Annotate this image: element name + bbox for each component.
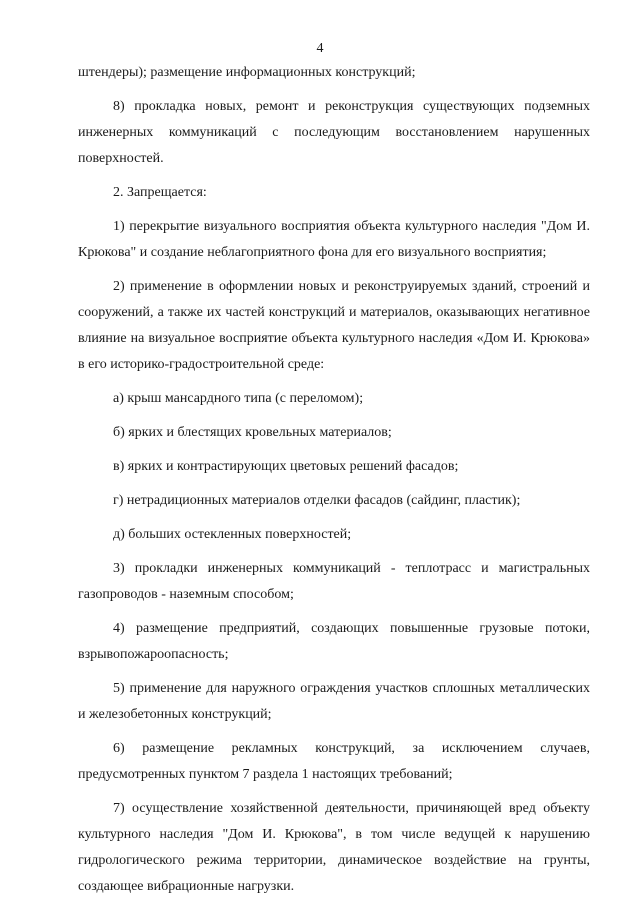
subitem-d: д) больших остекленных поверхностей; xyxy=(113,527,352,542)
paragraph-item-2: 2) применение в оформлении новых и реконструируемых зданий, строений и сооружений, а также их частей конструкций и материалов, оказывающих негативное влияние на визуальное восприятие объекта культурного наследия «Дом И. Крюкова» в его историко-градостроительной среде: xyxy=(78,279,590,372)
document-body xyxy=(78,60,590,908)
section-heading-prohibited: 2. Запрещается: xyxy=(113,185,207,200)
subitem-b: б) ярких и блестящих кровельных материалов; xyxy=(113,425,392,440)
paragraph-item-3: 3) прокладки инженерных коммуникаций - теплотрасс и магистральных газопроводов - наземным способом; xyxy=(78,561,590,602)
paragraph-continuation: штендеры); размещение информационных конструкций; xyxy=(78,65,416,80)
subitem-g: г) нетрадиционных материалов отделки фасадов (сайдинг, пластик); xyxy=(113,493,521,508)
paragraph-item-7: 7) осуществление хозяйственной деятельности, причиняющей вред объекту культурного наследия "Дом И. Крюкова", в том числе ведущей к нарушению гидрологического режима территории, динамическое воздействие на грунты, создающее вибрационные нагрузки. xyxy=(78,801,590,894)
paragraph-item-1: 1) перекрытие визуального восприятия объекта культурного наследия "Дом И. Крюкова" и создание неблагоприятного фона для его визуального восприятия; xyxy=(78,219,590,260)
paragraph-item-5: 5) применение для наружного ограждения участков сплошных металлических и железобетонных конструкций; xyxy=(78,681,590,722)
subitem-v: в) ярких и контрастирующих цветовых решений фасадов; xyxy=(113,459,459,474)
paragraph-item-6: 6) размещение рекламных конструкций, за исключением случаев, предусмотренных пунктом 7 раздела 1 настоящих требований; xyxy=(78,741,590,782)
paragraph-item-8: 8) прокладка новых, ремонт и реконструкция существующих подземных инженерных коммуникаций с последующим восстановлением нарушенных поверхностей. xyxy=(78,99,590,166)
page-number: 4 xyxy=(316,41,324,56)
subitem-a: а) крыш мансардного типа (с переломом); xyxy=(113,391,364,406)
paragraph-item-4: 4) размещение предприятий, создающих повышенные грузовые потоки, взрывопожароопасность; xyxy=(78,621,590,662)
